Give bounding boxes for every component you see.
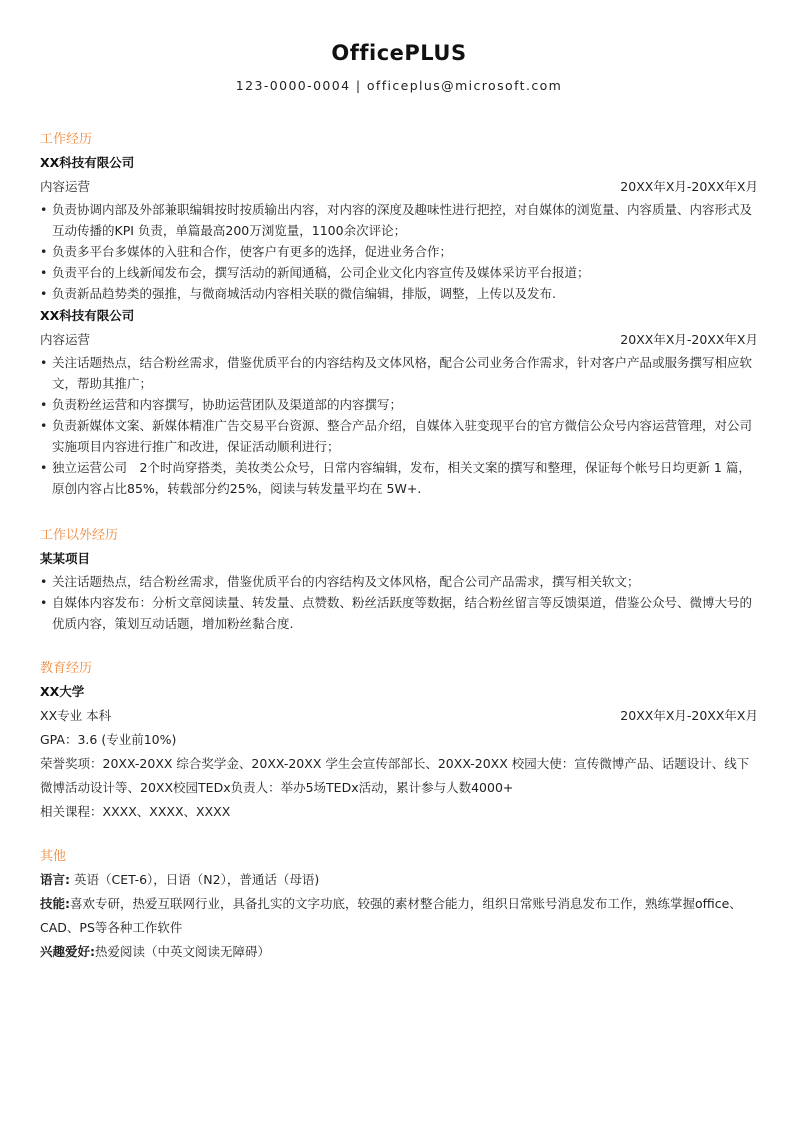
job-entry-2 (40, 304, 758, 499)
hobby-line (40, 940, 758, 964)
section-title-other-experience: 工作以外经历 (40, 528, 119, 543)
job-role: 内容运营 (40, 179, 91, 194)
section-title-education: 教育经历 (40, 661, 93, 676)
honors: 荣誉奖项：20XX-20XX 综合奖学金、20XX-20XX 学生会宣传部部长、20XX-20XX 校园大使：宣传微博产品、话题设计、线下微博活动设计等、20XX校园TEDx负责人：举办5场TEDx活动，累计参与人数4000+ (40, 756, 750, 795)
contact-info: 123-0000-0004 | officeplus@microsoft.com (235, 78, 563, 93)
list-item: • 负责多平台多媒体的入驻和合作，使客户有更多的选择，促进业务合作； (40, 241, 758, 262)
list-item: • 负责平台的上线新闻发布会，撰写活动的新闻通稿，公司企业文化内容宣传及媒体采访平台报道； (40, 262, 758, 283)
list-item: • 关注话题热点，结合粉丝需求，借鉴优质平台的内容结构及文体风格，配合公司产品需求，撰写相关软文； (40, 571, 758, 592)
list-item: • 自媒体内容发布：分析文章阅读量、转发量、点赞数、粉丝活跃度等数据，结合粉丝留言等反馈渠道，借鉴公众号、微博大号的优质内容，策划互动话题，增加粉丝黏合度. (40, 592, 758, 634)
job-role-row (40, 328, 758, 352)
major: XX专业 本科 (40, 708, 112, 723)
job-entry-1 (40, 151, 758, 304)
education-row (40, 704, 758, 728)
hobby-label: 兴趣爱好: (40, 944, 95, 959)
job-bullets (40, 352, 758, 499)
job-bullets (40, 199, 758, 304)
section-title-other: 其他 (40, 849, 67, 864)
skills-line (40, 892, 758, 940)
job-role-row (40, 175, 758, 199)
list-item: • 独立运营公司 2个时尚穿搭类，美妆类公众号，日常内容编辑，发布，相关文案的撰写和整理，保证每个帐号日均更新 1 篇，原创内容占比85%，转载部分约25%，阅读与转发量平均在 5W+. (40, 457, 758, 499)
job-company: XX科技有限公司 (40, 308, 135, 323)
list-item: • 负责新品趋势类的强推，与微商城活动内容相关联的微信编辑，排版，调整，上传以及发布. (40, 283, 758, 304)
hobby-value: 热爱阅读（中英文阅读无障碍） (95, 944, 271, 959)
project-name: 某某项目 (40, 551, 91, 566)
language-label: 语言: (40, 872, 70, 887)
language-line (40, 868, 758, 892)
candidate-name: OfficePLUS (331, 41, 467, 65)
list-item: • 负责粉丝运营和内容撰写，协助运营团队及渠道部的内容撰写； (40, 394, 758, 415)
gpa: GPA：3.6 (专业前10%) (40, 732, 177, 747)
project-bullets (40, 571, 758, 634)
job-role: 内容运营 (40, 332, 91, 347)
job-period: 20XX年X月-20XX年X月 (620, 332, 758, 347)
job-period: 20XX年X月-20XX年X月 (620, 179, 758, 194)
list-item: • 负责新媒体文案、新媒体精准广告交易平台资源、整合产品介绍，自媒体入驻变现平台的官方微信公众号内容运营管理，对公司实施项目内容进行推广和改进，保证活动顺利进行； (40, 415, 758, 457)
list-item: • 关注话题热点，结合粉丝需求，借鉴优质平台的内容结构及文体风格，配合公司业务合作需求，针对客户产品或服务撰写相应软文，帮助其推广； (40, 352, 758, 394)
skills-label: 技能: (40, 896, 70, 911)
list-item: • 负责协调内部及外部兼职编辑按时按质输出内容，对内容的深度及趣味性进行把控，对自媒体的浏览量、内容质量、内容形式及互动传播的KPI 负责，单篇最高200万浏览量，1100余次评论； (40, 199, 758, 241)
job-company: XX科技有限公司 (40, 155, 135, 170)
education-period: 20XX年X月-20XX年X月 (620, 708, 758, 723)
skills-value: 喜欢专研，热爱互联网行业，具备扎实的文字功底，较强的素材整合能力，组织日常账号消息发布工作，熟练掌握office、CAD、PS等各种工作软件 (40, 896, 742, 935)
courses: 相关课程：XXXX、XXXX、XXXX (40, 804, 231, 819)
language-value: 英语（CET-6），日语（N2），普通话（母语) (73, 872, 320, 887)
school-name: XX大学 (40, 684, 85, 699)
section-title-work: 工作经历 (40, 132, 93, 147)
